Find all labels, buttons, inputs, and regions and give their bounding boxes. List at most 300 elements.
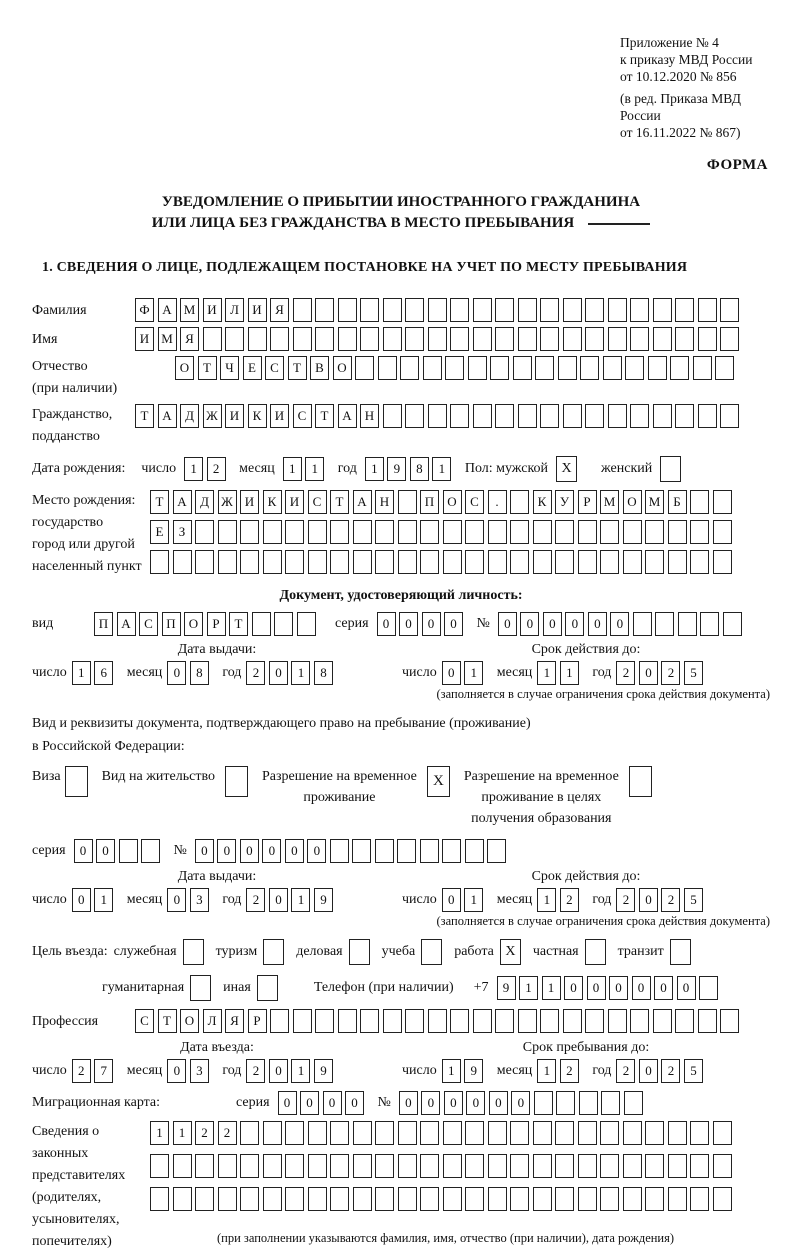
form-cell[interactable] [630, 298, 649, 322]
checkbox-other[interactable] [257, 975, 278, 1001]
form-cell[interactable]: И [135, 327, 154, 351]
form-cell[interactable] [608, 1009, 627, 1033]
form-cell[interactable]: Р [578, 490, 597, 514]
form-cell[interactable] [195, 550, 214, 574]
form-cell[interactable] [360, 327, 379, 351]
form-cell[interactable]: К [248, 404, 267, 428]
form-cell[interactable] [150, 1154, 169, 1178]
form-cell[interactable] [668, 1154, 687, 1178]
form-cell[interactable]: Р [248, 1009, 267, 1033]
form-cell[interactable]: Д [180, 404, 199, 428]
form-cell[interactable]: 0 [399, 1091, 418, 1115]
form-cell[interactable] [556, 1091, 575, 1115]
form-cell[interactable]: 0 [96, 839, 115, 863]
form-cell[interactable]: 1 [537, 888, 556, 912]
form-cell[interactable]: 2 [616, 888, 635, 912]
form-cell[interactable] [150, 1187, 169, 1211]
form-cell[interactable] [252, 612, 271, 636]
form-cell[interactable] [540, 404, 559, 428]
form-cell[interactable] [555, 1121, 574, 1145]
form-cell[interactable] [713, 490, 732, 514]
form-cell[interactable] [670, 939, 691, 965]
form-cell[interactable] [510, 520, 529, 544]
form-cell[interactable]: Б [668, 490, 687, 514]
form-cell[interactable] [608, 404, 627, 428]
form-cell[interactable]: 2 [246, 888, 265, 912]
form-cell[interactable]: 0 [269, 661, 288, 685]
form-cell[interactable] [533, 1121, 552, 1145]
form-cell[interactable] [555, 550, 574, 574]
form-cell[interactable] [690, 550, 709, 574]
form-cell[interactable] [443, 520, 462, 544]
form-cell[interactable] [383, 298, 402, 322]
form-cell[interactable]: 3 [190, 888, 209, 912]
form-cell[interactable] [533, 520, 552, 544]
form-cell[interactable] [533, 1154, 552, 1178]
form-cell[interactable] [713, 1154, 732, 1178]
form-cell[interactable]: 0 [639, 661, 658, 685]
form-cell[interactable] [405, 1009, 424, 1033]
form-cell[interactable] [293, 298, 312, 322]
form-cell[interactable]: 5 [684, 1059, 703, 1083]
form-cell[interactable] [442, 839, 461, 863]
form-cell[interactable] [308, 550, 327, 574]
form-cell[interactable]: Ж [203, 404, 222, 428]
form-cell[interactable] [398, 1187, 417, 1211]
form-cell[interactable]: 6 [94, 661, 113, 685]
form-cell[interactable] [285, 550, 304, 574]
form-cell[interactable] [270, 327, 289, 351]
form-cell[interactable] [623, 1154, 642, 1178]
form-cell[interactable]: 1 [150, 1121, 169, 1145]
form-cell[interactable] [240, 550, 259, 574]
form-cell[interactable] [668, 550, 687, 574]
form-cell[interactable]: 0 [654, 976, 673, 1000]
form-cell[interactable] [675, 1009, 694, 1033]
form-cell[interactable]: О [180, 1009, 199, 1033]
form-cell[interactable]: 0 [167, 661, 186, 685]
form-cell[interactable]: 9 [464, 1059, 483, 1083]
form-cell[interactable] [465, 839, 484, 863]
form-cell[interactable]: X [427, 766, 450, 797]
form-cell[interactable]: Л [225, 298, 244, 322]
form-cell[interactable] [443, 1154, 462, 1178]
form-cell[interactable] [510, 1121, 529, 1145]
form-cell[interactable] [579, 1091, 598, 1115]
form-cell[interactable]: Н [375, 490, 394, 514]
form-cell[interactable] [690, 1187, 709, 1211]
form-cell[interactable]: 1 [365, 457, 384, 481]
form-cell[interactable] [629, 766, 652, 797]
form-cell[interactable] [495, 298, 514, 322]
form-cell[interactable] [698, 1009, 717, 1033]
form-cell[interactable]: 0 [300, 1091, 319, 1115]
form-cell[interactable] [353, 1187, 372, 1211]
form-cell[interactable] [540, 298, 559, 322]
form-cell[interactable]: И [270, 404, 289, 428]
form-cell[interactable]: 0 [632, 976, 651, 1000]
form-cell[interactable] [513, 356, 532, 380]
form-cell[interactable] [693, 356, 712, 380]
form-cell[interactable]: 1 [291, 888, 310, 912]
checkbox-residence-permit[interactable] [225, 766, 248, 797]
form-cell[interactable] [653, 1009, 672, 1033]
form-cell[interactable]: И [203, 298, 222, 322]
form-cell[interactable] [263, 939, 284, 965]
form-cell[interactable] [263, 1154, 282, 1178]
form-cell[interactable] [293, 1009, 312, 1033]
form-cell[interactable] [720, 327, 739, 351]
form-cell[interactable] [473, 404, 492, 428]
form-cell[interactable]: 1 [184, 457, 203, 481]
form-cell[interactable]: О [184, 612, 203, 636]
form-cell[interactable]: У [555, 490, 574, 514]
form-cell[interactable] [585, 327, 604, 351]
form-cell[interactable] [450, 327, 469, 351]
form-cell[interactable] [675, 404, 694, 428]
form-cell[interactable]: 1 [432, 457, 451, 481]
form-cell[interactable] [383, 327, 402, 351]
form-cell[interactable] [487, 839, 506, 863]
form-cell[interactable]: 0 [345, 1091, 364, 1115]
form-cell[interactable] [428, 298, 447, 322]
form-cell[interactable] [248, 327, 267, 351]
form-cell[interactable] [720, 1009, 739, 1033]
form-cell[interactable] [645, 1121, 664, 1145]
form-cell[interactable]: Н [360, 404, 379, 428]
checkbox-male[interactable] [556, 456, 577, 482]
form-cell[interactable] [645, 550, 664, 574]
form-cell[interactable]: А [158, 404, 177, 428]
form-cell[interactable] [675, 327, 694, 351]
form-cell[interactable]: Я [270, 298, 289, 322]
form-cell[interactable] [225, 766, 248, 797]
form-cell[interactable] [713, 1121, 732, 1145]
form-cell[interactable] [690, 520, 709, 544]
form-cell[interactable] [540, 327, 559, 351]
form-cell[interactable]: 0 [269, 888, 288, 912]
form-cell[interactable]: 9 [497, 976, 516, 1000]
form-cell[interactable] [465, 550, 484, 574]
form-cell[interactable]: 3 [190, 1059, 209, 1083]
form-cell[interactable] [600, 1154, 619, 1178]
form-cell[interactable] [428, 1009, 447, 1033]
form-cell[interactable]: 0 [444, 612, 463, 636]
form-cell[interactable] [473, 1009, 492, 1033]
form-cell[interactable]: . [488, 490, 507, 514]
form-cell[interactable] [578, 1187, 597, 1211]
form-cell[interactable] [465, 520, 484, 544]
form-cell[interactable] [608, 327, 627, 351]
form-cell[interactable]: Т [315, 404, 334, 428]
form-cell[interactable] [578, 1121, 597, 1145]
form-cell[interactable] [308, 1154, 327, 1178]
form-cell[interactable] [257, 975, 278, 1001]
form-cell[interactable]: 0 [520, 612, 539, 636]
form-cell[interactable]: 1 [519, 976, 538, 1000]
form-cell[interactable]: 0 [74, 839, 93, 863]
form-cell[interactable] [285, 520, 304, 544]
form-cell[interactable]: 2 [661, 888, 680, 912]
form-cell[interactable]: 0 [610, 612, 629, 636]
form-cell[interactable]: Ч [220, 356, 239, 380]
form-cell[interactable] [645, 520, 664, 544]
form-cell[interactable] [428, 327, 447, 351]
form-cell[interactable] [330, 1187, 349, 1211]
form-cell[interactable]: 1 [537, 661, 556, 685]
checkbox-work[interactable] [500, 939, 521, 965]
form-cell[interactable]: 9 [314, 888, 333, 912]
form-cell[interactable] [600, 1187, 619, 1211]
form-cell[interactable]: 0 [677, 976, 696, 1000]
checkbox-business[interactable] [349, 939, 370, 965]
form-cell[interactable] [338, 327, 357, 351]
form-cell[interactable] [713, 1187, 732, 1211]
form-cell[interactable] [655, 612, 674, 636]
form-cell[interactable]: Т [229, 612, 248, 636]
form-cell[interactable] [603, 356, 622, 380]
form-cell[interactable]: С [139, 612, 158, 636]
form-cell[interactable]: Т [135, 404, 154, 428]
form-cell[interactable]: 2 [616, 1059, 635, 1083]
form-cell[interactable]: М [600, 490, 619, 514]
form-cell[interactable]: 0 [639, 888, 658, 912]
form-cell[interactable] [723, 612, 742, 636]
form-cell[interactable] [405, 327, 424, 351]
form-cell[interactable]: А [158, 298, 177, 322]
form-cell[interactable] [240, 1121, 259, 1145]
form-cell[interactable]: 1 [173, 1121, 192, 1145]
form-cell[interactable] [495, 404, 514, 428]
form-cell[interactable]: 2 [661, 1059, 680, 1083]
form-cell[interactable] [330, 1121, 349, 1145]
form-cell[interactable]: К [533, 490, 552, 514]
form-cell[interactable]: А [117, 612, 136, 636]
form-cell[interactable] [648, 356, 667, 380]
form-cell[interactable] [190, 975, 211, 1001]
form-cell[interactable] [488, 1154, 507, 1178]
form-cell[interactable] [218, 550, 237, 574]
form-cell[interactable] [378, 356, 397, 380]
form-cell[interactable]: Р [207, 612, 226, 636]
form-cell[interactable] [349, 939, 370, 965]
form-cell[interactable]: 8 [190, 661, 209, 685]
form-cell[interactable] [218, 520, 237, 544]
form-cell[interactable]: 0 [167, 888, 186, 912]
form-cell[interactable]: 2 [661, 661, 680, 685]
form-cell[interactable] [443, 550, 462, 574]
form-cell[interactable] [465, 1187, 484, 1211]
form-cell[interactable] [600, 1121, 619, 1145]
form-cell[interactable] [195, 1154, 214, 1178]
form-cell[interactable] [141, 839, 160, 863]
form-cell[interactable]: 0 [262, 839, 281, 863]
form-cell[interactable] [360, 298, 379, 322]
form-cell[interactable]: 0 [444, 1091, 463, 1115]
form-cell[interactable] [150, 550, 169, 574]
form-cell[interactable] [330, 550, 349, 574]
form-cell[interactable] [488, 520, 507, 544]
form-cell[interactable]: 1 [72, 661, 91, 685]
form-cell[interactable]: Е [150, 520, 169, 544]
form-cell[interactable]: Д [195, 490, 214, 514]
form-cell[interactable] [488, 1187, 507, 1211]
form-cell[interactable]: 1 [442, 1059, 461, 1083]
form-cell[interactable] [473, 298, 492, 322]
form-cell[interactable]: Я [225, 1009, 244, 1033]
form-cell[interactable] [183, 939, 204, 965]
form-cell[interactable]: 0 [269, 1059, 288, 1083]
form-cell[interactable]: З [173, 520, 192, 544]
form-cell[interactable]: 0 [442, 888, 461, 912]
form-cell[interactable]: 7 [94, 1059, 113, 1083]
form-cell[interactable] [518, 327, 537, 351]
form-cell[interactable] [352, 839, 371, 863]
form-cell[interactable]: С [465, 490, 484, 514]
form-cell[interactable]: 0 [422, 612, 441, 636]
form-cell[interactable]: 1 [291, 1059, 310, 1083]
form-cell[interactable] [195, 1187, 214, 1211]
checkbox-visa[interactable] [65, 766, 88, 797]
form-cell[interactable]: О [443, 490, 462, 514]
form-cell[interactable] [195, 520, 214, 544]
form-cell[interactable]: М [180, 298, 199, 322]
form-cell[interactable]: 2 [560, 1059, 579, 1083]
form-cell[interactable] [585, 298, 604, 322]
form-cell[interactable] [375, 1121, 394, 1145]
form-cell[interactable] [630, 327, 649, 351]
form-cell[interactable] [400, 356, 419, 380]
form-cell[interactable]: А [353, 490, 372, 514]
form-cell[interactable] [678, 612, 697, 636]
form-cell[interactable] [534, 1091, 553, 1115]
form-cell[interactable] [173, 550, 192, 574]
form-cell[interactable] [495, 1009, 514, 1033]
form-cell[interactable] [355, 356, 374, 380]
form-cell[interactable] [585, 939, 606, 965]
form-cell[interactable] [630, 404, 649, 428]
form-cell[interactable]: Т [198, 356, 217, 380]
form-cell[interactable] [240, 1187, 259, 1211]
form-cell[interactable]: 0 [285, 839, 304, 863]
form-cell[interactable] [653, 298, 672, 322]
form-cell[interactable] [270, 1009, 289, 1033]
form-cell[interactable] [535, 356, 554, 380]
form-cell[interactable] [510, 490, 529, 514]
form-cell[interactable] [285, 1154, 304, 1178]
form-cell[interactable]: Т [150, 490, 169, 514]
form-cell[interactable]: Ф [135, 298, 154, 322]
form-cell[interactable]: 0 [588, 612, 607, 636]
form-cell[interactable] [274, 612, 293, 636]
form-cell[interactable] [645, 1154, 664, 1178]
form-cell[interactable]: 1 [283, 457, 302, 481]
form-cell[interactable] [625, 356, 644, 380]
form-cell[interactable] [495, 327, 514, 351]
form-cell[interactable] [263, 1187, 282, 1211]
form-cell[interactable] [518, 404, 537, 428]
form-cell[interactable]: О [175, 356, 194, 380]
form-cell[interactable] [443, 1121, 462, 1145]
checkbox-study[interactable] [421, 939, 442, 965]
form-cell[interactable]: С [135, 1009, 154, 1033]
form-cell[interactable] [420, 550, 439, 574]
form-cell[interactable]: 0 [323, 1091, 342, 1115]
form-cell[interactable] [465, 1154, 484, 1178]
form-cell[interactable]: С [293, 404, 312, 428]
form-cell[interactable] [558, 356, 577, 380]
form-cell[interactable] [338, 1009, 357, 1033]
form-cell[interactable] [690, 1121, 709, 1145]
form-cell[interactable] [668, 520, 687, 544]
form-cell[interactable]: 0 [421, 1091, 440, 1115]
form-cell[interactable]: 0 [399, 612, 418, 636]
form-cell[interactable] [375, 520, 394, 544]
form-cell[interactable]: 8 [410, 457, 429, 481]
form-cell[interactable] [518, 1009, 537, 1033]
form-cell[interactable]: В [310, 356, 329, 380]
form-cell[interactable] [468, 356, 487, 380]
form-cell[interactable] [578, 550, 597, 574]
form-cell[interactable] [563, 298, 582, 322]
form-cell[interactable] [488, 550, 507, 574]
form-cell[interactable]: Ж [218, 490, 237, 514]
form-cell[interactable]: С [265, 356, 284, 380]
form-cell[interactable] [533, 1187, 552, 1211]
form-cell[interactable] [443, 1187, 462, 1211]
form-cell[interactable] [308, 1187, 327, 1211]
form-cell[interactable] [699, 976, 718, 1000]
form-cell[interactable] [700, 612, 719, 636]
form-cell[interactable] [624, 1091, 643, 1115]
form-cell[interactable] [675, 298, 694, 322]
checkbox-humanitarian[interactable] [190, 975, 211, 1001]
form-cell[interactable]: 0 [511, 1091, 530, 1115]
form-cell[interactable] [720, 298, 739, 322]
form-cell[interactable] [383, 1009, 402, 1033]
form-cell[interactable] [713, 520, 732, 544]
form-cell[interactable] [308, 1121, 327, 1145]
form-cell[interactable] [578, 1154, 597, 1178]
form-cell[interactable]: А [173, 490, 192, 514]
checkbox-temp-residence[interactable] [427, 766, 450, 797]
checkbox-female[interactable] [660, 456, 681, 482]
form-cell[interactable] [398, 520, 417, 544]
form-cell[interactable] [623, 550, 642, 574]
form-cell[interactable] [578, 520, 597, 544]
form-cell[interactable] [465, 1121, 484, 1145]
form-cell[interactable]: Л [203, 1009, 222, 1033]
form-cell[interactable] [398, 490, 417, 514]
form-cell[interactable]: 0 [498, 612, 517, 636]
form-cell[interactable]: 0 [639, 1059, 658, 1083]
form-cell[interactable]: 0 [565, 612, 584, 636]
form-cell[interactable]: 1 [291, 661, 310, 685]
form-cell[interactable] [633, 612, 652, 636]
form-cell[interactable] [383, 404, 402, 428]
form-cell[interactable] [119, 839, 138, 863]
form-cell[interactable]: И [248, 298, 267, 322]
form-cell[interactable] [585, 1009, 604, 1033]
form-cell[interactable] [420, 520, 439, 544]
form-cell[interactable]: П [420, 490, 439, 514]
form-cell[interactable]: 2 [195, 1121, 214, 1145]
form-cell[interactable]: 5 [684, 661, 703, 685]
form-cell[interactable] [585, 404, 604, 428]
form-cell[interactable] [330, 1154, 349, 1178]
form-cell[interactable] [630, 1009, 649, 1033]
checkbox-temp-residence-education[interactable] [629, 766, 652, 797]
